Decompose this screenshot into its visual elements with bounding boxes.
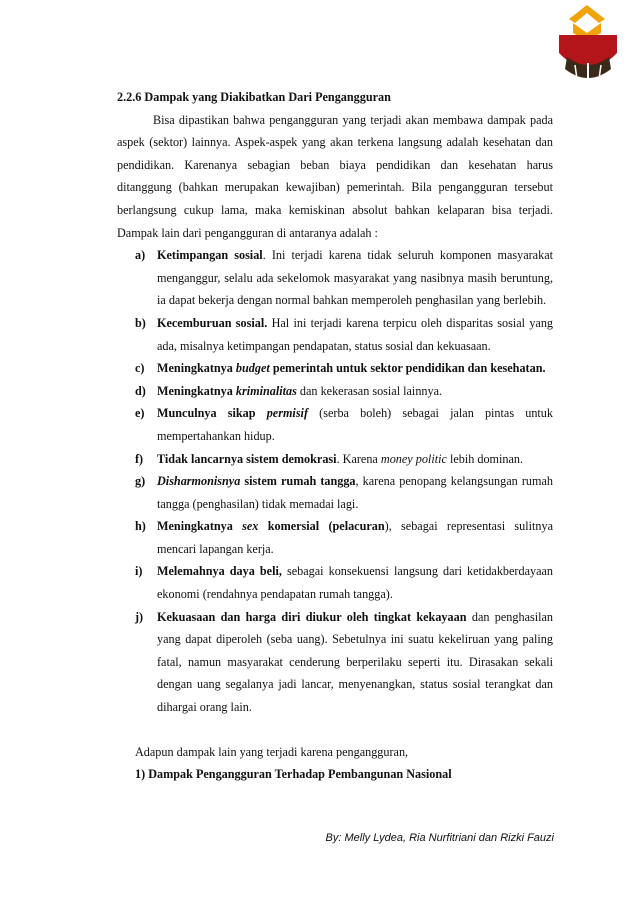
item-marker: c) <box>135 361 145 376</box>
intro-paragraph: Bisa dipastikan bahwa pengangguran yang terjadi akan membawa dampak pada aspek (sektor) lainnya. Aspek-aspek yang akan terkena langsung adalah kesehatan dan pendidikan. Karenanya sebagian beban biaya pendidikan dan kesehatan harus ditanggung (bahkan merupakan kewajiban) pemerintah. Bila pengangguran tersebut berlangsung cukup lama, maka kemiskinan absolut bahkan kelaparan bisa terjadi. Dampak lain dari pengangguran di antaranya adalah : <box>117 112 553 240</box>
list-item-f: f) Tidak lancarnya sistem demokrasi. Karena money politic lebih dominan. <box>135 448 553 471</box>
item-marker: f) <box>135 451 144 466</box>
list-item-i: i) Melemahnya daya beli, sebagai konsekuensi langsung dari ketidakberdayaan ekonomi (rendahnya pendapatan rumah tangga). <box>135 560 553 605</box>
university-logo <box>553 3 635 93</box>
list-item-e: e) Munculnya sikap permisif (serba boleh) sebagai jalan pintas untuk mempertahankan hidup. <box>135 402 553 447</box>
item-marker: h) <box>135 519 146 534</box>
section-heading: 2.2.6 Dampak yang Diakibatkan Dari Pengangguran <box>117 90 391 104</box>
list-item-h: h) Meningkatnya sex komersial (pelacuran), sebagai representasi sulitnya mencari lapangan kerja. <box>135 515 553 560</box>
subsection-heading: 1) Dampak Pengangguran Terhadap Pembangunan Nasional <box>135 767 452 782</box>
item-marker: e) <box>135 406 145 421</box>
item-marker: g) <box>135 474 146 489</box>
closing-text: Adapun dampak lain yang terjadi karena pengangguran, <box>135 744 409 759</box>
list-item-b: b) Kecemburuan sosial. Hal ini terjadi karena terpicu oleh disparitas sosial yang ada, misalnya ketimpangan pendapatan, status sosial dan kekuasaan. <box>135 312 553 357</box>
item-marker: j) <box>135 609 144 624</box>
page-footer: By: Melly Lydea, Ria Nurfitriani dan Rizki Fauzi <box>325 832 554 844</box>
list-item-c: c) Meningkatnya budget pemerintah untuk sektor pendidikan dan kesehatan. <box>135 357 553 380</box>
item-marker: a) <box>135 248 146 263</box>
item-marker: b) <box>135 315 146 330</box>
list-item-g: g) Disharmonisnya sistem rumah tangga, karena penopang kelangsungan rumah tangga (penghasilan) tidak memadai lagi. <box>135 470 553 515</box>
item-marker: d) <box>135 383 146 398</box>
document-body <box>117 86 553 786</box>
impact-list <box>117 244 553 718</box>
list-item-a: a) Ketimpangan sosial. Ini terjadi karena tidak seluruh komponen masyarakat menganggur, selalu ada sekelomok masyarakat yang nasibnya masih beruntung, ia dapat bekerja dengan normal bahkan memperoleh penghasilan yang berlebih. <box>135 244 553 312</box>
item-marker: i) <box>135 564 143 579</box>
list-item-d: d) Meningkatnya kriminalitas dan kekerasan sosial lainnya. <box>135 380 553 403</box>
list-item-j: j) Kekuasaan dan harga diri diukur oleh tingkat kekayaan dan penghasilan yang dapat diperoleh (seba uang). Sebetulnya ini suatu kekeliruan yang paling fatal, namun masyarakat cenderung berperilaku seperti itu. Dirasakan sekali dengan uang segalanya jadi lancar, menyenangkan, status sosial terangkat dan dihargai orang lain. <box>135 606 553 719</box>
logo-peak <box>569 5 605 23</box>
